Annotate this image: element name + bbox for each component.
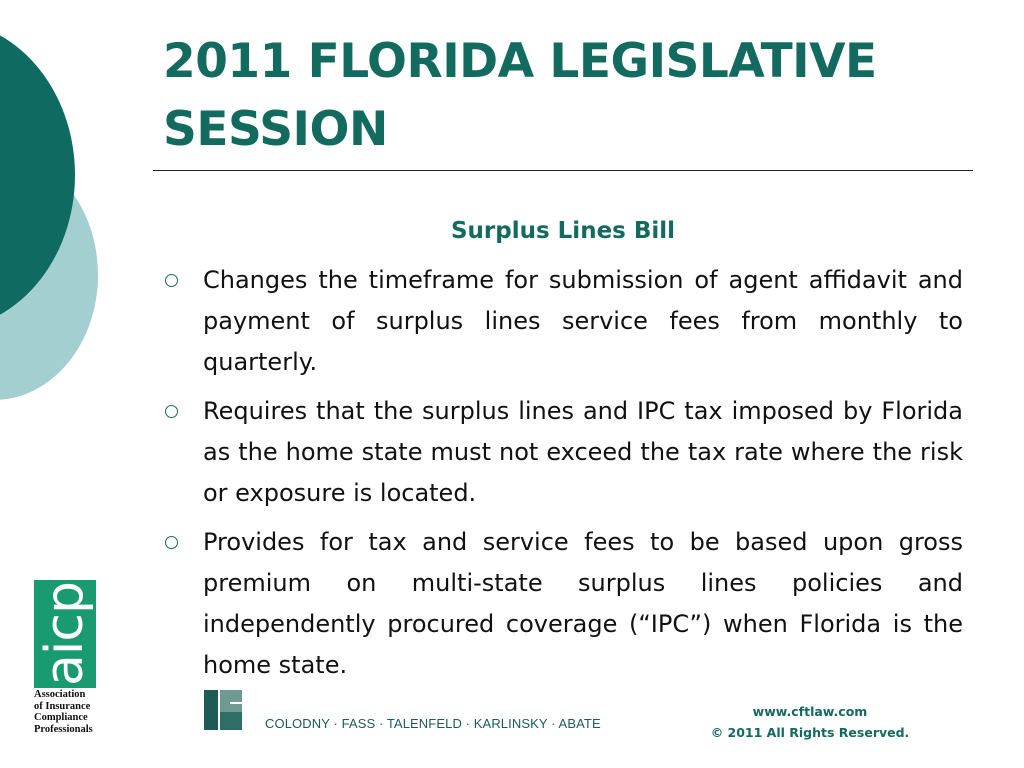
bullet-text: Provides for tax and service fees to be based upon gross premium on multi-state surplus lines policies and independently procured coverage (“IPC”) when Florida is the home state. — [203, 528, 963, 679]
hollow-circle-bullet-icon — [165, 536, 178, 549]
aicp-caption-line: of Insurance — [34, 700, 91, 712]
title-divider — [153, 170, 973, 171]
bullet-item — [163, 522, 963, 686]
bullet-text: Changes the timeframe for submission of agent affidavit and payment of surplus lines service fees from monthly to quarterly. — [203, 266, 963, 376]
footer-copyright: © 2011 All Rights Reserved. — [710, 725, 910, 740]
aicp-caption-line: Compliance — [34, 712, 88, 723]
bullet-list — [163, 260, 963, 694]
aicp-logo-text: aicp — [35, 582, 95, 686]
slide-title: 2011 FLORIDA LEGISLATIVE SESSION — [163, 34, 877, 157]
hollow-circle-bullet-icon — [165, 274, 178, 287]
aicp-logo-icon — [34, 580, 96, 688]
aicp-caption-line: Association — [34, 689, 86, 700]
footer-url-link[interactable]: www.cftlaw.com — [752, 704, 868, 719]
hollow-circle-bullet-icon — [165, 405, 178, 418]
bullet-item — [163, 260, 963, 383]
cft-logo-mark-icon — [204, 690, 242, 730]
firm-name: COLODNY · FASS · TALENFELD · KARLINSKY · ABATE — [265, 716, 601, 731]
aicp-caption-line: Professionals — [34, 723, 93, 735]
aicp-caption — [34, 689, 114, 735]
bullet-text: Requires that the surplus lines and IPC tax imposed by Florida as the home state must not exceed the tax rate where the risk or exposure is located. — [203, 397, 963, 507]
slide-subtitle: Surplus Lines Bill — [450, 218, 676, 244]
bullet-item — [163, 391, 963, 514]
